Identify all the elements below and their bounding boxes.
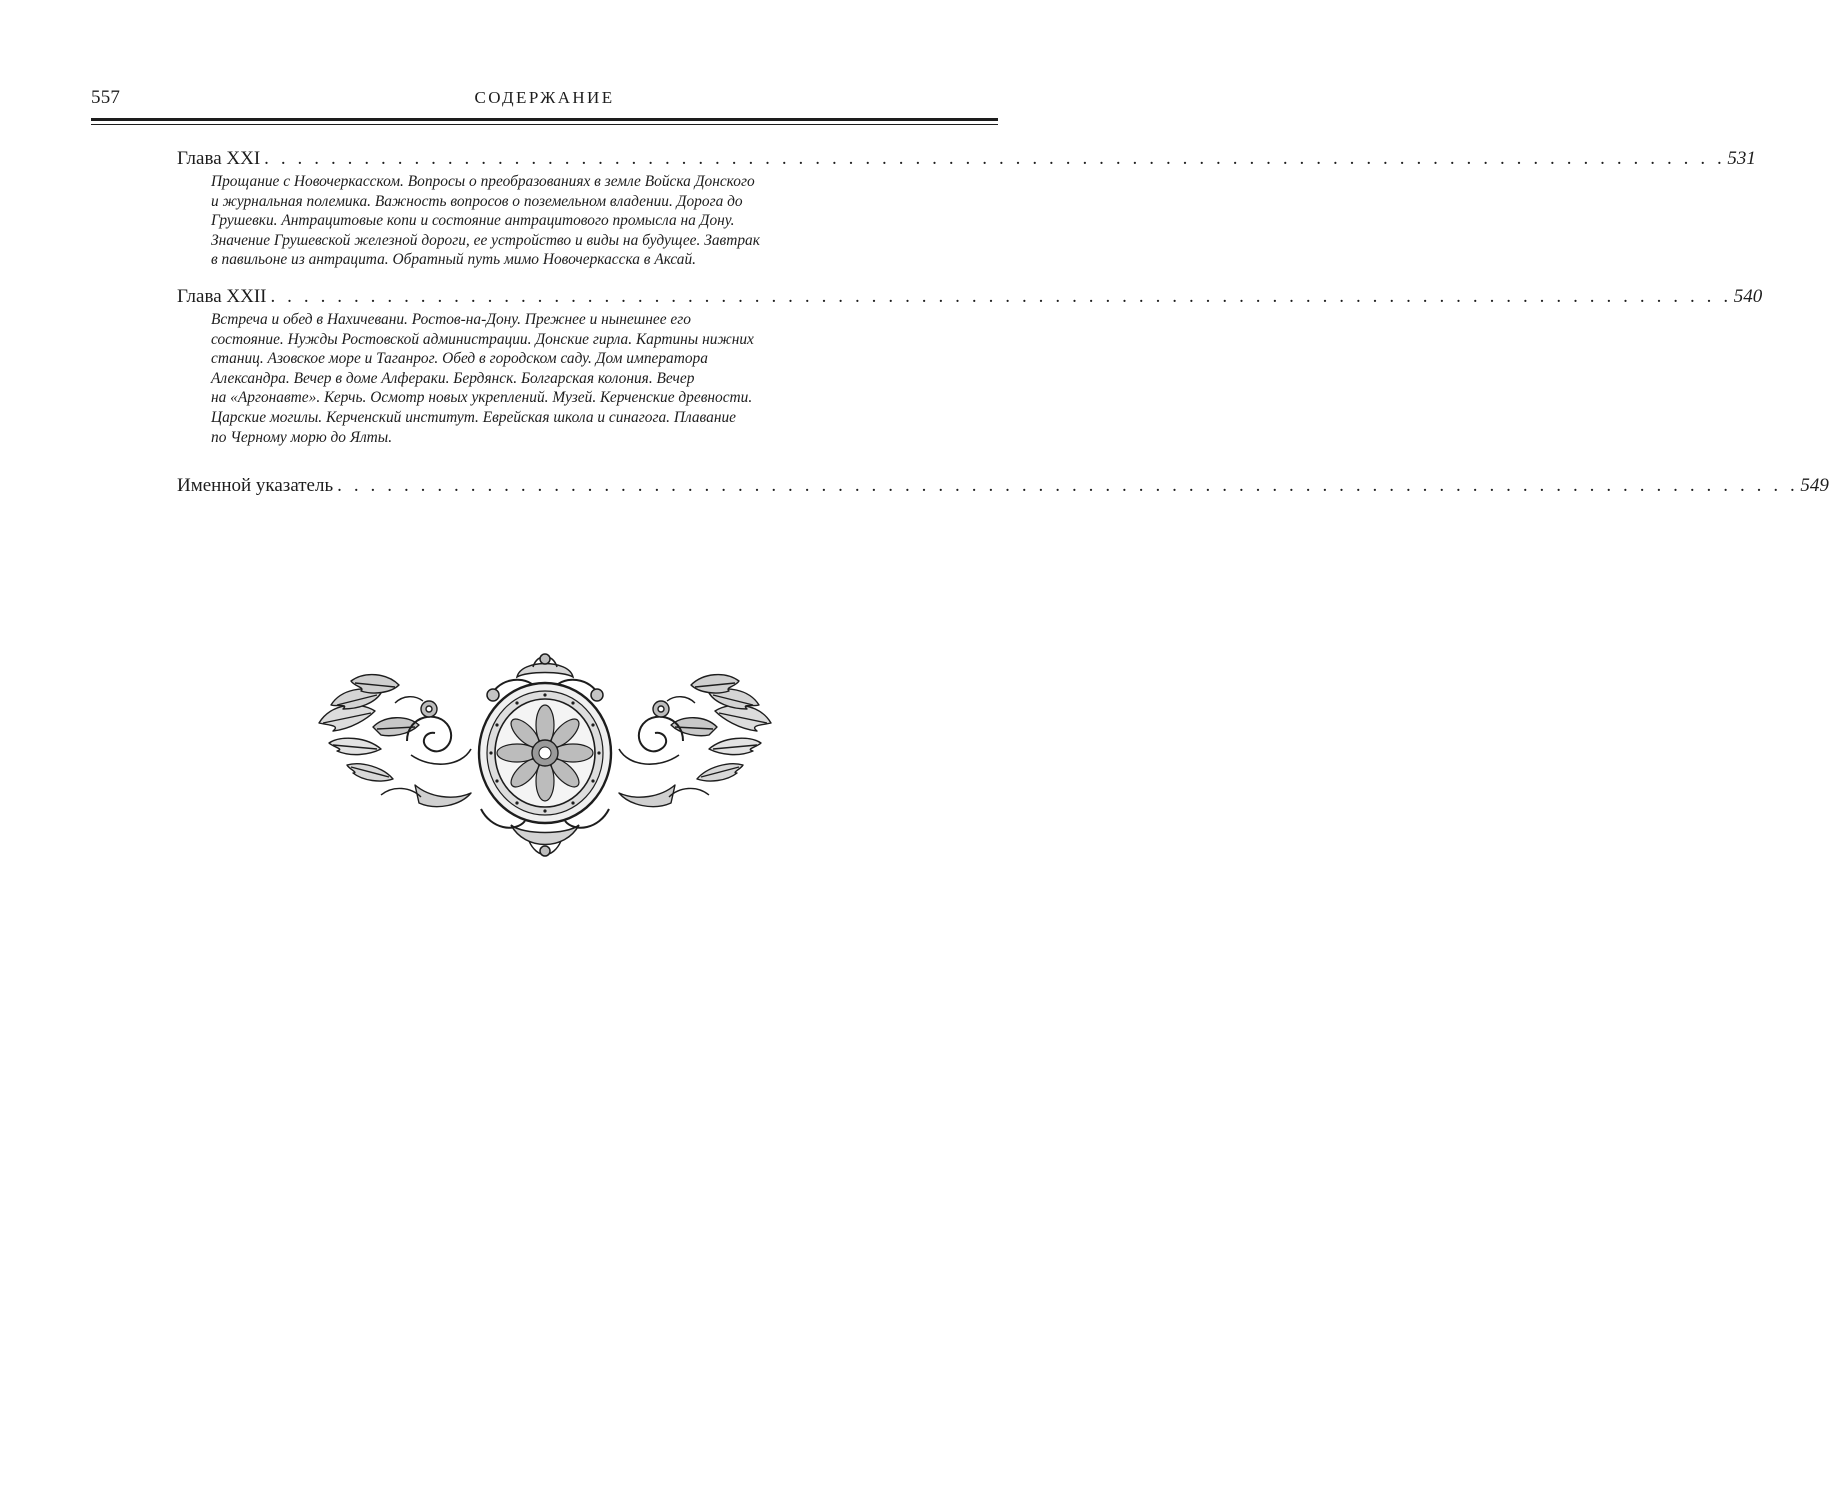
summary-line: по Черному морю до Ялты.	[211, 428, 393, 446]
toc-page-number: 531	[1727, 148, 1756, 169]
summary-line: и журнальная полемика. Важность вопросов о поземельном владении. Дорога до	[211, 192, 743, 210]
toc-entry-title: Именной указатель	[177, 475, 334, 497]
dot-leader: . . . . . . . . . . . . . . . . . . . . . . . . . . . . . . . . . . . . . . . . . . . . . . . . . . . . . . . . . . . . . . . . . . . . . . . . . . . . . . . . . . . . . . . .	[270, 285, 1732, 307]
toc-page-number: 549	[1800, 475, 1829, 497]
dot-leader: . . . . . . . . . . . . . . . . . . . . . . . . . . . . . . . . . . . . . . . . . . . . . . . . . . . . . . . . . . . . . . . . . . . . . . . . . . . . . . . . . . . . . . . .	[264, 148, 1726, 169]
toc-page-number: 540	[1733, 285, 1763, 307]
toc-entry-chapter-21	[177, 146, 1756, 270]
running-head: СОДЕРЖАНИЕ	[474, 88, 615, 107]
table-of-contents	[177, 146, 1829, 499]
summary-line: состояние. Нужды Ростовской администрации. Донские гирла. Картины нижних	[211, 330, 754, 348]
summary-line: на «Аргонавте». Керчь. Осмотр новых укреплений. Музей. Керченские древности.	[211, 389, 753, 407]
summary-line: в павильоне из антрацита. Обратный путь мимо Новочеркасска в Аксай.	[211, 251, 697, 269]
chapter-summary	[211, 172, 831, 270]
summary-line: Прощание с Новочеркасском. Вопросы о преобразованиях в земле Войска Донского	[211, 173, 755, 190]
toc-line[interactable]	[177, 146, 1756, 172]
toc-entry-title: Глава XXII	[177, 285, 267, 307]
dot-leader: . . . . . . . . . . . . . . . . . . . . . . . . . . . . . . . . . . . . . . . . . . . . . . . . . . . . . . . . . . . . . . . . . . . . . . . . . . . . . . . . . . . . . . . .	[337, 475, 1799, 497]
toc-entry-chapter-22	[177, 284, 1763, 447]
baroque-vignette-icon	[311, 645, 779, 865]
toc-entry-title: Глава XXI	[177, 148, 261, 169]
header-rule-thick	[91, 118, 998, 121]
page-number: 557	[91, 87, 121, 108]
chapter-summary	[211, 310, 831, 447]
toc-entry-name-index	[177, 473, 1829, 499]
toc-line[interactable]	[177, 473, 1829, 499]
summary-line: Значение Грушевской железной дороги, ее устройство и виды на будущее. Завтрак	[211, 231, 760, 249]
summary-line: Встреча и обед в Нахичевани. Ростов-на-Дону. Прежнее и нынешнее его	[211, 310, 691, 328]
summary-line: Александра. Вечер в доме Алфераки. Бердянск. Болгарская колония. Вечер	[211, 369, 695, 387]
header-rule-thin	[91, 124, 998, 125]
summary-line: станиц. Азовское море и Таганрог. Обед в городском саду. Дом императора	[211, 350, 708, 368]
summary-line: Царские могилы. Керченский институт. Еврейская школа и синагога. Плавание	[211, 408, 736, 426]
summary-line: Грушевки. Антрацитовые копи и состояние антрацитового промысла на Дону.	[211, 212, 735, 230]
toc-line[interactable]	[177, 284, 1763, 310]
